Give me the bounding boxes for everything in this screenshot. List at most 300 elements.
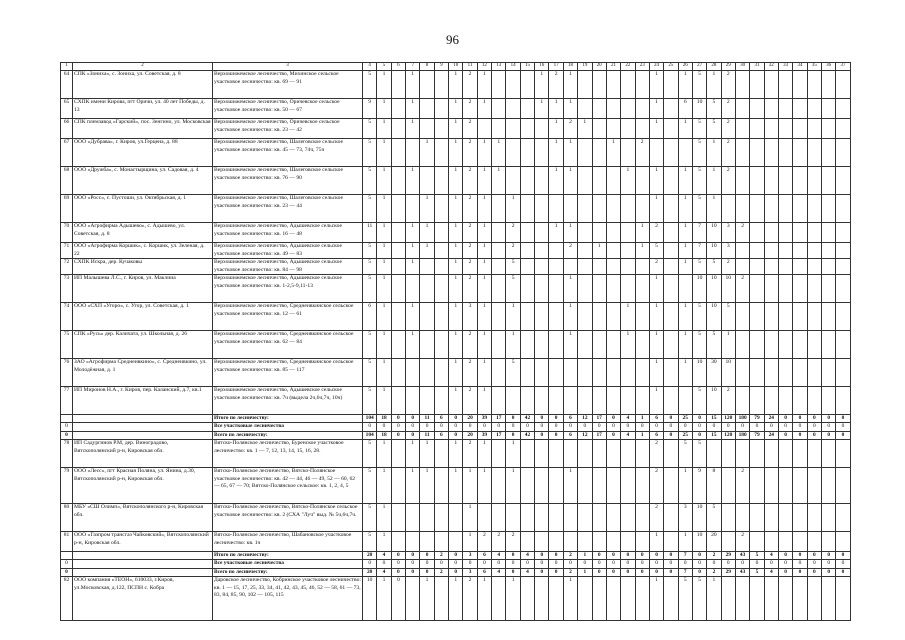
value-cell: [391, 195, 405, 223]
value-cell: [535, 259, 549, 275]
total-value-cell: 2: [563, 552, 577, 560]
value-cell: [549, 275, 563, 303]
value-cell: [807, 71, 821, 99]
value-cell: 1: [535, 99, 549, 119]
value-cell: 10: [707, 223, 721, 243]
value-cell: 5: [363, 532, 377, 552]
value-cell: [492, 99, 506, 119]
total-value-cell: 0: [692, 552, 706, 560]
total-value-cell: 0: [535, 423, 549, 431]
value-cell: [520, 71, 534, 99]
value-cell: [750, 468, 764, 504]
value-cell: [735, 504, 749, 532]
total-value-cell: 0: [778, 560, 792, 568]
value-cell: 1: [649, 167, 663, 195]
value-cell: 2: [721, 387, 735, 415]
value-cell: 1: [549, 119, 563, 139]
value-cell: [807, 195, 821, 223]
total-value-cell: 0: [406, 415, 420, 423]
value-cell: [606, 243, 620, 259]
value-cell: [664, 576, 678, 620]
value-cell: [721, 468, 735, 504]
forestry-location-cell: Верхошижемское лесничество, Оричевское сельское участковое лесничество: кв. 23 — 42: [213, 119, 363, 139]
value-cell: [391, 243, 405, 259]
value-cell: [592, 71, 606, 99]
total-value-cell: 0: [664, 560, 678, 568]
value-cell: 1: [477, 139, 491, 167]
row-number: 78: [61, 440, 73, 468]
value-cell: [750, 139, 764, 167]
column-number: 25: [664, 63, 678, 71]
value-cell: [678, 275, 692, 303]
total-value-cell: 0: [506, 431, 520, 439]
total-value-cell: 0: [721, 560, 735, 568]
value-cell: 20: [707, 532, 721, 552]
value-cell: [520, 576, 534, 620]
row-number: 77: [61, 387, 73, 415]
value-cell: 1: [621, 167, 635, 195]
column-number: 10: [449, 63, 463, 71]
column-number: 23: [635, 63, 649, 71]
value-cell: 2: [463, 99, 477, 119]
total-value-cell: 0: [520, 423, 534, 431]
value-cell: [592, 504, 606, 532]
value-cell: [520, 331, 534, 359]
row-number: 65: [61, 99, 73, 119]
total-value-cell: 0: [506, 568, 520, 576]
value-cell: [649, 139, 663, 167]
total-value-cell: 0: [492, 423, 506, 431]
total-value-cell: 4: [621, 415, 635, 423]
value-cell: 1: [377, 223, 391, 243]
value-cell: [807, 259, 821, 275]
value-cell: [750, 303, 764, 331]
total-value-cell: 0: [793, 568, 807, 576]
value-cell: [807, 99, 821, 119]
value-cell: 3: [463, 303, 477, 331]
value-cell: 5: [363, 243, 377, 259]
total-value-cell: 0: [434, 423, 448, 431]
value-cell: [492, 303, 506, 331]
total-value-cell: 0: [449, 431, 463, 439]
organization-cell: ООО компания «ТЕОН», 610033, г.Киров, ул.Московская, д.122, ПСПН с. Кобра: [73, 576, 213, 620]
column-number: 14: [506, 63, 520, 71]
value-cell: [822, 387, 836, 415]
value-cell: [391, 532, 405, 552]
total-value-cell: 4: [621, 431, 635, 439]
total-value-cell: 43: [735, 568, 749, 576]
value-cell: [606, 468, 620, 504]
value-cell: 1: [477, 303, 491, 331]
value-cell: 1: [563, 331, 577, 359]
forestry-location-cell: Вятско-Полянское лесничество, Буренское участковое лесничество: кв. 1 — 7, 12, 13, 14, 15, 16, 28.: [213, 440, 363, 468]
total-value-cell: 0: [635, 423, 649, 431]
value-cell: 9: [363, 99, 377, 119]
forestry-location-cell: Вятско-Полянское лесничество, Вятско-Полянское сельское участковое лесничество: кв. 2 (СХА "Луч" выд. № 5ч,6ч,7ч.: [213, 504, 363, 532]
value-cell: [778, 71, 792, 99]
value-cell: [506, 167, 520, 195]
organization-cell: СПК «Зониха», с. Зониха, ул. Советская, д. 8: [73, 71, 213, 99]
value-cell: [391, 504, 405, 532]
total-value-cell: 0: [764, 560, 778, 568]
value-cell: [793, 468, 807, 504]
column-number: 36: [822, 63, 836, 71]
total-value-cell: 0: [664, 423, 678, 431]
total-value-cell: 0: [692, 423, 706, 431]
value-cell: [635, 331, 649, 359]
value-cell: [420, 532, 434, 552]
value-cell: [434, 139, 448, 167]
value-cell: 2: [649, 504, 663, 532]
value-cell: 2: [506, 223, 520, 243]
value-cell: [750, 387, 764, 415]
value-cell: [750, 440, 764, 468]
total-value-cell: 39: [477, 415, 491, 423]
value-cell: 1: [377, 195, 391, 223]
value-cell: [578, 468, 592, 504]
value-cell: [664, 223, 678, 243]
value-cell: 2: [635, 139, 649, 167]
total-value-cell: 0: [449, 552, 463, 560]
value-cell: 5: [363, 167, 377, 195]
value-cell: [664, 275, 678, 303]
value-cell: [793, 440, 807, 468]
value-cell: 2: [463, 387, 477, 415]
value-cell: [535, 532, 549, 552]
total-value-cell: 0: [449, 560, 463, 568]
value-cell: 1: [420, 576, 434, 620]
column-number: 37: [836, 63, 850, 71]
total-value-cell: 0: [506, 552, 520, 560]
total-value-cell: 0: [778, 552, 792, 560]
value-cell: 1: [678, 119, 692, 139]
value-cell: [420, 303, 434, 331]
value-cell: 5: [363, 275, 377, 303]
blank-cell: [73, 560, 213, 568]
total-value-cell: 2: [707, 568, 721, 576]
organization-cell: СХПК имени Кирова, пгт Оричи, ул. 40 лет Победы, д. 13: [73, 99, 213, 119]
total-value-cell: 0: [793, 423, 807, 431]
total-value-cell: 12: [578, 415, 592, 423]
value-cell: [822, 468, 836, 504]
total-value-cell: 0: [391, 568, 405, 576]
table-row: [61, 99, 851, 119]
value-cell: [664, 468, 678, 504]
value-cell: [750, 576, 764, 620]
table-row: [61, 259, 851, 275]
value-cell: [735, 576, 749, 620]
value-cell: [807, 303, 821, 331]
value-cell: 1: [449, 359, 463, 387]
value-cell: [621, 259, 635, 275]
value-cell: 1: [406, 167, 420, 195]
value-cell: 2: [463, 359, 477, 387]
value-cell: 5: [692, 331, 706, 359]
total-value-cell: 4: [764, 552, 778, 560]
total-value-cell: 4: [377, 568, 391, 576]
value-cell: [506, 139, 520, 167]
value-cell: [391, 71, 405, 99]
total-value-cell: 0: [492, 560, 506, 568]
value-cell: [707, 440, 721, 468]
value-cell: 1: [621, 303, 635, 331]
total-value-cell: 0: [477, 560, 491, 568]
total-value-cell: 0: [549, 415, 563, 423]
value-cell: [535, 440, 549, 468]
value-cell: 2: [735, 223, 749, 243]
value-cell: [735, 359, 749, 387]
total-value-cell: 6: [477, 568, 491, 576]
value-cell: [664, 504, 678, 532]
value-cell: [535, 359, 549, 387]
organization-cell: ООО «СХП «Угоро», с. Угор, ул. Советская, д. 1: [73, 303, 213, 331]
total-value-cell: 15: [707, 431, 721, 439]
value-cell: [793, 532, 807, 552]
value-cell: 1: [477, 259, 491, 275]
total-value-cell: 3: [463, 568, 477, 576]
value-cell: [807, 119, 821, 139]
total-value-cell: 7: [678, 568, 692, 576]
total-value-cell: 2: [563, 568, 577, 576]
total-value-cell: 0: [377, 423, 391, 431]
value-cell: [778, 275, 792, 303]
value-cell: 1: [563, 71, 577, 99]
value-cell: 1: [492, 139, 506, 167]
value-cell: [793, 275, 807, 303]
value-cell: 1: [406, 440, 420, 468]
value-cell: [793, 359, 807, 387]
total-value-cell: 0: [535, 431, 549, 439]
total-value-cell: 20: [363, 568, 377, 576]
value-cell: [822, 440, 836, 468]
value-cell: [578, 167, 592, 195]
total-value-cell: 24: [764, 431, 778, 439]
value-cell: 1: [377, 243, 391, 259]
value-cell: [822, 71, 836, 99]
table-row: [61, 195, 851, 223]
value-cell: 1: [406, 223, 420, 243]
value-cell: 1: [678, 359, 692, 387]
value-cell: [764, 243, 778, 259]
value-cell: [807, 223, 821, 243]
total-value-cell: 0: [678, 423, 692, 431]
value-cell: [750, 223, 764, 243]
table-row: [61, 275, 851, 303]
row-number: 81: [61, 532, 73, 552]
value-cell: [764, 303, 778, 331]
column-number: 5: [377, 63, 391, 71]
value-cell: [492, 243, 506, 259]
column-number: 17: [549, 63, 563, 71]
organization-cell: СПК племзавод «Гарский», пос. Зенгино, ул. Московская: [73, 119, 213, 139]
value-cell: [664, 387, 678, 415]
value-cell: 1: [707, 71, 721, 99]
value-cell: 5: [707, 259, 721, 275]
value-cell: 2: [549, 71, 563, 99]
value-cell: 5: [692, 71, 706, 99]
value-cell: [735, 139, 749, 167]
total-value-cell: 17: [592, 431, 606, 439]
value-cell: [520, 119, 534, 139]
column-number: 28: [707, 63, 721, 71]
total-value-cell: 0: [363, 560, 377, 568]
value-cell: [592, 195, 606, 223]
value-cell: [520, 468, 534, 504]
value-cell: [836, 167, 850, 195]
total-value-cell: 0: [506, 560, 520, 568]
total-value-cell: 0: [592, 568, 606, 576]
value-cell: [750, 195, 764, 223]
value-cell: 5: [363, 359, 377, 387]
value-cell: 2: [721, 99, 735, 119]
value-cell: [477, 119, 491, 139]
value-cell: 1: [377, 504, 391, 532]
value-cell: [606, 167, 620, 195]
value-cell: [764, 576, 778, 620]
value-cell: 1: [506, 303, 520, 331]
value-cell: 7: [692, 243, 706, 259]
value-cell: 2: [721, 139, 735, 167]
value-cell: [635, 387, 649, 415]
total-value-cell: 4: [377, 552, 391, 560]
value-cell: 1: [678, 259, 692, 275]
value-cell: [750, 504, 764, 532]
total-value-cell: 0: [549, 431, 563, 439]
total-value-cell: 0: [449, 568, 463, 576]
blank-cell: [73, 568, 213, 576]
value-cell: [549, 359, 563, 387]
value-cell: 1: [420, 243, 434, 259]
total-value-cell: 104: [363, 431, 377, 439]
total-value-cell: 29: [721, 552, 735, 560]
value-cell: 1: [449, 139, 463, 167]
value-cell: 2: [721, 119, 735, 139]
value-cell: 5: [692, 259, 706, 275]
total-value-cell: 2: [707, 552, 721, 560]
value-cell: [721, 532, 735, 552]
value-cell: [621, 243, 635, 259]
forestry-table: [60, 62, 851, 621]
value-cell: 1: [606, 139, 620, 167]
value-cell: [635, 504, 649, 532]
value-cell: [793, 259, 807, 275]
value-cell: [549, 243, 563, 259]
total-value-cell: 0: [664, 552, 678, 560]
value-cell: 2: [649, 440, 663, 468]
value-cell: 1: [420, 223, 434, 243]
value-cell: [506, 71, 520, 99]
total-value-cell: 0: [649, 423, 663, 431]
value-cell: [778, 468, 792, 504]
total-value-cell: 0: [406, 423, 420, 431]
value-cell: [822, 275, 836, 303]
value-cell: [391, 119, 405, 139]
value-cell: [606, 119, 620, 139]
value-cell: 2: [463, 440, 477, 468]
total-value-cell: 11: [420, 431, 434, 439]
value-cell: [807, 440, 821, 468]
value-cell: [836, 243, 850, 259]
value-cell: [606, 331, 620, 359]
total-value-cell: 0: [793, 552, 807, 560]
total-value-cell: 42: [520, 415, 534, 423]
value-cell: [721, 195, 735, 223]
table-row: [61, 243, 851, 259]
value-cell: [535, 576, 549, 620]
value-cell: [506, 504, 520, 532]
total-value-cell: 6: [649, 431, 663, 439]
total-value-cell: 0: [778, 423, 792, 431]
value-cell: 5: [363, 119, 377, 139]
value-cell: [735, 71, 749, 99]
value-cell: 1: [463, 468, 477, 504]
column-number: 27: [692, 63, 706, 71]
value-cell: [606, 532, 620, 552]
column-number: 34: [793, 63, 807, 71]
value-cell: [606, 223, 620, 243]
total-value-cell: 17: [592, 415, 606, 423]
blank-cell: [73, 552, 213, 560]
total-value-cell: 0: [463, 423, 477, 431]
value-cell: [793, 331, 807, 359]
value-cell: [664, 359, 678, 387]
total-value-cell: 0: [391, 423, 405, 431]
table-row: [61, 71, 851, 99]
value-cell: [420, 387, 434, 415]
value-cell: [391, 223, 405, 243]
forestry-location-cell: Верхошижемское лесничество, Шалеговское сельское участковое лесничество: кв. 76 — 90: [213, 167, 363, 195]
value-cell: 5: [506, 259, 520, 275]
value-cell: 5: [692, 195, 706, 223]
value-cell: [764, 223, 778, 243]
value-cell: 1: [477, 71, 491, 99]
value-cell: 5: [707, 119, 721, 139]
value-cell: [449, 532, 463, 552]
organization-cell: ООО «Росс», с. Пустоши, ул. Октябрьская, д. 1: [73, 195, 213, 223]
value-cell: [492, 119, 506, 139]
total-value-cell: 15: [707, 415, 721, 423]
value-cell: 1: [449, 167, 463, 195]
value-cell: 5: [707, 331, 721, 359]
total-value-cell: 0: [649, 568, 663, 576]
value-cell: 1: [563, 223, 577, 243]
value-cell: [492, 359, 506, 387]
value-cell: 2: [463, 195, 477, 223]
value-cell: [750, 259, 764, 275]
value-cell: [664, 139, 678, 167]
value-cell: [836, 259, 850, 275]
value-cell: 1: [449, 576, 463, 620]
value-cell: [406, 532, 420, 552]
value-cell: 6: [678, 99, 692, 119]
value-cell: 1: [377, 532, 391, 552]
value-cell: [621, 71, 635, 99]
value-cell: [621, 195, 635, 223]
value-cell: [735, 243, 749, 259]
value-cell: [391, 440, 405, 468]
value-cell: [535, 303, 549, 331]
total-value-cell: 24: [764, 415, 778, 423]
value-cell: [535, 331, 549, 359]
value-cell: [578, 303, 592, 331]
total-value-cell: 0: [406, 560, 420, 568]
value-cell: [793, 99, 807, 119]
blank-cell: [61, 415, 73, 423]
total-value-cell: 0: [449, 423, 463, 431]
total-value-cell: 0: [506, 423, 520, 431]
value-cell: 1: [463, 504, 477, 532]
value-cell: [807, 243, 821, 259]
